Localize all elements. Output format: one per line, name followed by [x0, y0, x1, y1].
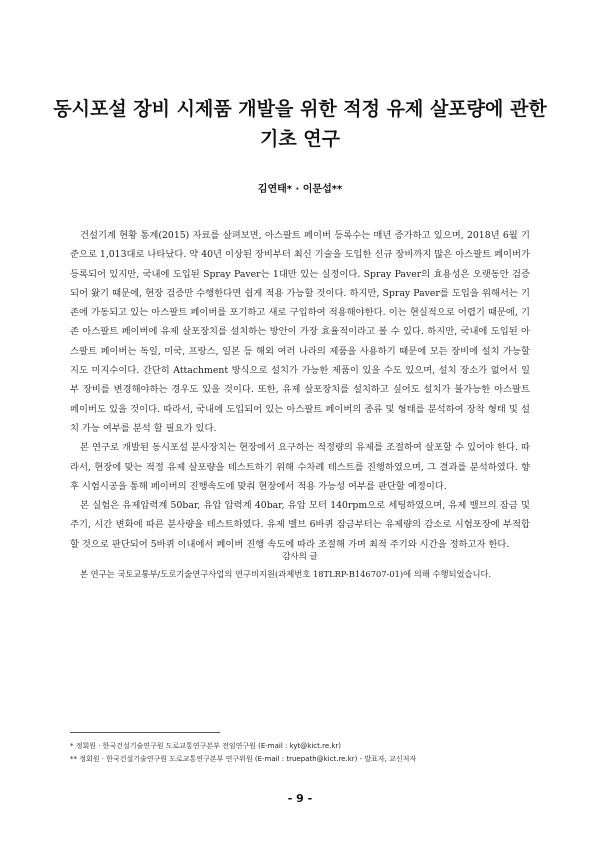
author-line: 김연태* · 이문섭**: [257, 184, 343, 195]
acknowledgement-text: 본 연구는 국토교통부/도로기술연구사업의 연구비지원(과제번호 18TLRP-B146707-01)에 의해 수행되었습니다.: [80, 569, 492, 579]
title-line-2: 기초 연구: [259, 128, 341, 150]
body-paragraph: 건설기계 현황 통계(2015) 자료를 살펴보면, 아스팔트 페이버 등록수는 매년 증가하고 있으며, 2018년 6월 기준으로 1,013대로 나타났다. 약 40년 이상된 장비부터 최신 기술을 도입한 신규 장비까지 많은 아스팔트 페이버가 등록되어 있지만, 국내에 도입된 Spray Paver는 1대만 있는 실정이다. Spray Paver의 효용성은 오랫동안 검증되어 왔기 때문에, 현장 검증만 수행한다면 쉽게 적용 가능할 것이다. 하지만, Spray Paver를 도입을 위해서는 기존에 가동되고 있는 아스팔트 페이버를 포기하고 새로 구입하여 적용해야한다. 이는 현실적으로 어렵기 때문에, 기존 아스팔트 페이버에 유제 살포장치를 설치하는 방안이 가장 효율적이라고 볼 수 있다. 하지만, 국내에 도입된 아스팔트 페이버는 독일, 미국, 프랑스, 일본 등 해외 여러 나라의 제품을 사용하기 때문에 모든 장비에 설치 가능할지도 미지수이다. 간단히 Attachment 방식으로 설치가 가능한 제품이 있을 수도 있으며, 설치 장소가 없어서 일부 장비를 변경해야하는 경우도 있을 것이다. 또한, 유제 살포장치를 설치하고 싶어도 설치가 불가능한 아스팔트 페이버도 있을 것이다. 따라서, 국내에 도입되어 있는 아스팔트 페이버의 종류 및 형태를 분석하여 장착 형태 및 설치 가능 여부를 분석 할 필요가 있다.: [70, 230, 530, 434]
body-paragraph: 본 실험은 유제압력계 50bar, 유압 압력계 40bar, 유압 모터 140rpm으로 세팅하였으며, 유제 밸브의 잠금 및 주기, 시간 변화에 따른 분사량을 테스트하였다. 유제 밸브 6바퀴 잠금부터는 유제량의 감소로 시험포장에 부적합 할 것으로 판단되어 5바퀴 이내에서 페이버 진행 속도에 따라 조절해 가며 최적 주기와 시간을 정하고자 한다.: [70, 500, 530, 550]
footnote-divider: [70, 732, 220, 733]
footnotes: [70, 740, 540, 766]
acknowledgement-heading: 감사의 글: [282, 552, 318, 562]
paper-title: [40, 94, 560, 154]
abstract-body: [70, 226, 530, 554]
footnote-1: * 정회원 · 한국건설기술연구원 도로교통연구본부 전임연구원 (E-mail : kyt@kict.re.kr): [70, 742, 342, 750]
footnote-2: ** 정회원 · 한국건설기술연구원 도로교통연구본부 연구위원 (E-mail : truepath@kict.re.kr) - 발표자, 교신저자: [70, 755, 417, 763]
body-paragraph: 본 연구로 개발된 동시포설 분사장치는 현장에서 요구하는 적정량의 유제를 조절하여 살포할 수 있어야 한다. 따라서, 현장에 맞는 적정 유제 살포량을 테스트하기 위해 수차례 테스트를 진행하였으며, 그 결과를 분석하였다. 향후 시험시공을 통해 페이버의 진행속도에 맞춰 현장에서 적용 가능성 여부를 판단할 예정이다.: [70, 442, 530, 492]
page-number: - 9 -: [287, 792, 313, 805]
title-line-1: 동시포설 장비 시제품 개발을 위한 적정 유제 살포량에 관한: [53, 98, 547, 120]
